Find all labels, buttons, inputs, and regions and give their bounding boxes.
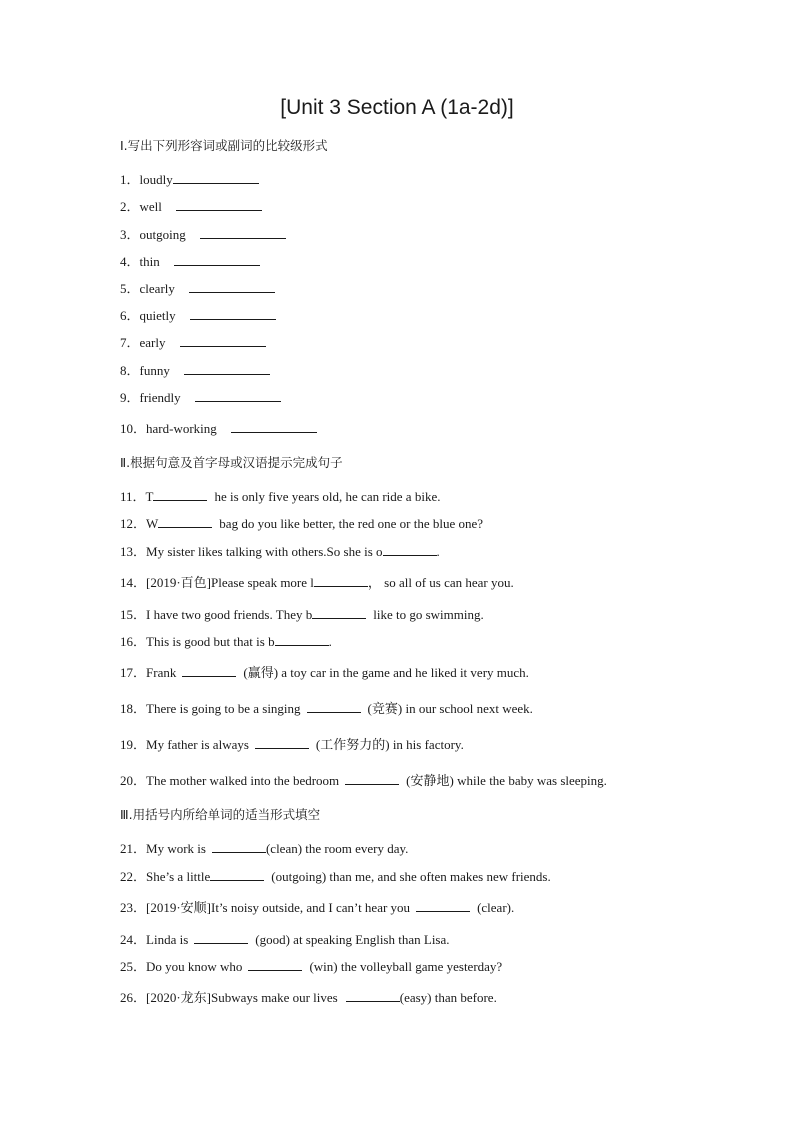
exercise-item [120, 170, 259, 189]
exercise-item [120, 252, 260, 271]
item-text: he is only five years old, he can ride a bike. [214, 489, 441, 504]
item-text: Do you know who [146, 959, 243, 974]
item-number: 26． [120, 990, 147, 1005]
answer-blank[interactable] [184, 361, 270, 375]
item-text: . [436, 544, 440, 559]
exercise-item [120, 867, 551, 886]
answer-blank[interactable] [210, 867, 264, 881]
item-number: 19． [120, 737, 147, 752]
answer-blank[interactable] [153, 487, 207, 501]
item-text: My work is [146, 841, 206, 856]
item-number: 23． [120, 900, 147, 915]
answer-blank[interactable] [176, 197, 262, 211]
exercise-item [120, 514, 483, 533]
item-text: (clean) the room every day. [265, 841, 409, 856]
item-text: Frank [146, 665, 177, 680]
item-word: quietly [139, 308, 176, 323]
exercise-item [120, 735, 464, 754]
item-word: loudly [139, 172, 173, 187]
exercise-item [120, 279, 275, 298]
item-number: 3． [120, 227, 140, 242]
item-text: She’s a little [146, 869, 211, 884]
item-number: 7． [120, 335, 140, 350]
answer-blank[interactable] [195, 388, 281, 402]
exercise-item [120, 573, 514, 592]
answer-blank[interactable] [173, 170, 259, 184]
item-text: This is good but that is b [146, 634, 275, 649]
item-number: 1． [120, 172, 140, 187]
item-text: ， so all of us can hear you. [367, 575, 514, 590]
answer-blank[interactable] [345, 771, 399, 785]
item-number: 14． [120, 575, 147, 590]
item-text: (工作努力的) in his factory. [315, 737, 464, 752]
exercise-item [120, 388, 281, 407]
item-text: bag do you like better, the red one or the blue one? [219, 516, 484, 531]
answer-blank[interactable] [255, 735, 309, 749]
exercise-item [120, 632, 332, 651]
item-number: 25． [120, 959, 147, 974]
item-number: 10． [120, 421, 147, 436]
item-text: W [146, 516, 159, 531]
item-text: I have two good friends. They b [146, 607, 313, 622]
item-text: (easy) than before. [399, 990, 497, 1005]
item-text: (竞赛) in our school next week. [367, 701, 533, 716]
item-text: (win) the volleyball game yesterday? [309, 959, 503, 974]
item-text: [2020·龙东]Subways make our lives [146, 990, 338, 1005]
item-text: There is going to be a singing [146, 701, 301, 716]
answer-blank[interactable] [194, 930, 248, 944]
item-text: . [328, 634, 332, 649]
answer-blank[interactable] [314, 573, 368, 587]
item-word: thin [139, 254, 160, 269]
page-title: [Unit 3 Section A (1a-2d)] [280, 96, 514, 119]
exercise-item [120, 361, 270, 380]
answer-blank[interactable] [383, 542, 437, 556]
item-text: (outgoing) than me, and she often makes new friends. [271, 869, 551, 884]
item-number: 21． [120, 841, 147, 856]
section-3-heading: Ⅲ.用括号内所给单词的适当形式填空 [120, 807, 321, 822]
answer-blank[interactable] [174, 252, 260, 266]
answer-blank[interactable] [248, 957, 302, 971]
item-text: [2019·安顺]It’s noisy outside, and I can’t hear you [146, 900, 411, 915]
item-text: (clear). [477, 900, 515, 915]
item-word: clearly [139, 281, 175, 296]
answer-blank[interactable] [200, 225, 286, 239]
exercise-item [120, 771, 607, 790]
answer-blank[interactable] [190, 306, 276, 320]
exercise-item [120, 699, 533, 718]
item-number: 4． [120, 254, 140, 269]
answer-blank[interactable] [180, 333, 266, 347]
exercise-item [120, 898, 514, 917]
item-text: (good) at speaking English than Lisa. [255, 932, 450, 947]
item-number: 16． [120, 634, 147, 649]
exercise-item [120, 419, 317, 438]
exercise-item [120, 930, 450, 949]
exercise-item [120, 957, 502, 976]
item-text: My father is always [146, 737, 249, 752]
answer-blank[interactable] [346, 988, 400, 1002]
item-number: 11． [120, 489, 146, 504]
item-number: 6． [120, 308, 140, 323]
answer-blank[interactable] [312, 605, 366, 619]
answer-blank[interactable] [275, 632, 329, 646]
item-word: early [139, 335, 166, 350]
item-number: 8． [120, 363, 140, 378]
item-word: well [139, 199, 162, 214]
item-number: 20． [120, 773, 147, 788]
item-text: Linda is [146, 932, 189, 947]
item-number: 24． [120, 932, 147, 947]
item-number: 12． [120, 516, 147, 531]
item-number: 18． [120, 701, 147, 716]
item-text: T [145, 489, 154, 504]
exercise-item [120, 839, 408, 858]
item-number: 22． [120, 869, 147, 884]
answer-blank[interactable] [182, 663, 236, 677]
exercise-item [120, 197, 262, 216]
section-2-heading: Ⅱ.根据句意及首字母或汉语提示完成句子 [120, 455, 343, 470]
answer-blank[interactable] [231, 419, 317, 433]
exercise-item [120, 225, 286, 244]
item-number: 17． [120, 665, 147, 680]
item-text: My sister likes talking with others.So she is o [146, 544, 383, 559]
exercise-item [120, 605, 484, 624]
item-word: funny [139, 363, 170, 378]
exercise-item [120, 333, 266, 352]
exercise-item [120, 542, 440, 561]
item-text: (安静地) while the baby was sleeping. [406, 773, 607, 788]
item-number: 5． [120, 281, 140, 296]
item-text: (赢得) a toy car in the game and he liked it very much. [243, 665, 529, 680]
item-number: 13． [120, 544, 147, 559]
item-number: 9． [120, 390, 140, 405]
answer-blank[interactable] [307, 699, 361, 713]
exercise-item [120, 663, 529, 682]
item-word: outgoing [139, 227, 186, 242]
answer-blank[interactable] [158, 514, 212, 528]
exercise-item [120, 487, 440, 506]
item-word: hard-working [146, 421, 217, 436]
item-number: 15． [120, 607, 147, 622]
item-text: The mother walked into the bedroom [146, 773, 340, 788]
answer-blank[interactable] [416, 898, 470, 912]
item-text: [2019·百色]Please speak more l [146, 575, 314, 590]
exercise-item [120, 988, 497, 1007]
item-word: friendly [139, 390, 181, 405]
section-1-heading: Ⅰ.写出下列形容词或副词的比较级形式 [120, 138, 328, 153]
answer-blank[interactable] [189, 279, 275, 293]
exercise-item [120, 306, 276, 325]
item-text: like to go swimming. [373, 607, 484, 622]
answer-blank[interactable] [212, 839, 266, 853]
item-number: 2． [120, 199, 140, 214]
